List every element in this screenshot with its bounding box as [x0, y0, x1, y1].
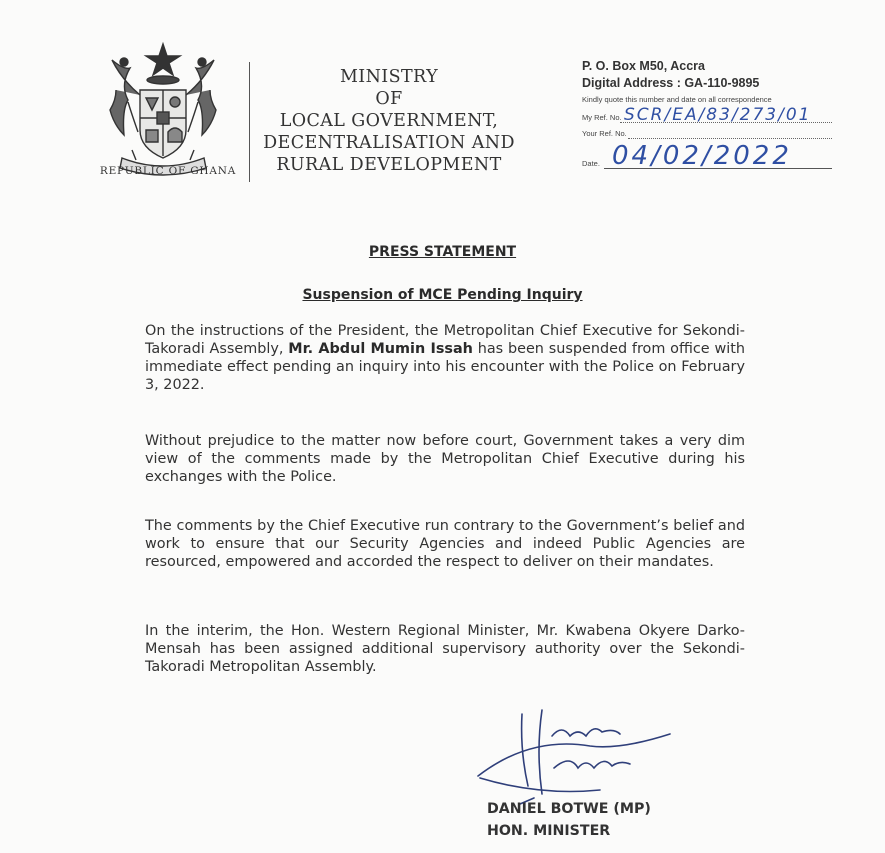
mce-name: Mr. Abdul Mumin Issah — [288, 341, 473, 357]
date-value: 04/02/2022 — [612, 141, 792, 171]
ministry-name — [254, 66, 524, 176]
ministry-line: LOCAL GOVERNMENT, — [279, 111, 499, 131]
press-statement-subtitle: Suspension of MCE Pending Inquiry — [302, 287, 583, 303]
paragraph-1-start: On the instructions of the President, the Metropolitan Chief Executive for Sekondi-Takoradi Assembly, — [145, 323, 745, 357]
your-ref-line — [582, 125, 832, 141]
ghana-coat-of-arms-icon — [102, 40, 224, 180]
signatory-block — [487, 798, 651, 842]
your-ref-label: Your Ref. No. — [582, 129, 627, 138]
ministry-line: RURAL DEVELOPMENT — [276, 155, 502, 175]
my-ref-line — [582, 104, 832, 125]
ministry-line: OF — [375, 89, 403, 109]
press-statement-title: PRESS STATEMENT — [368, 244, 517, 260]
po-box: P. O. Box M50, Accra — [582, 59, 705, 73]
paragraph-2: Without prejudice to the matter now before court, Government takes a very dim view of the comments made by the Metropolitan Chief Executive during his exchanges with the Police. — [145, 433, 745, 485]
my-ref-label: My Ref. No. — [582, 113, 622, 122]
digital-address: Digital Address : GA-110-9895 — [582, 76, 760, 90]
ministry-line: DECENTRALISATION AND — [263, 133, 515, 153]
paragraph-3: The comments by the Chief Executive run contrary to the Government’s belief and work to ensure that our Security Agencies and indeed Public Agencies are resourced, empowered and accorded the respect to deliver on their mandates. — [145, 518, 745, 570]
quote-note: Kindly quote this number and date on all correspondence — [582, 95, 772, 104]
paragraph-4: In the interim, the Hon. Western Regional Minister, Mr. Kwabena Okyere Darko-Mensah has been assigned additional supervisory authority over the Sekondi-Takoradi Metropolitan Assembly. — [145, 623, 745, 675]
paragraph-1-end: has been suspended from office with immediate effect pending an inquiry into his encounter with the Police on February 3, 2022. — [145, 341, 745, 393]
reference-block — [582, 58, 832, 171]
ministry-line: MINISTRY — [339, 67, 439, 87]
paragraph-1 — [145, 322, 745, 394]
your-ref-rule — [628, 138, 832, 139]
signatory-title: HON. MINISTER — [487, 823, 611, 839]
republic-of-ghana-label: REPUBLIC OF GHANA — [99, 165, 237, 177]
date-line — [582, 141, 832, 171]
handwritten-signature — [470, 706, 690, 806]
my-ref-value: SCR/EA/83/273/01 — [624, 105, 812, 125]
header-divider — [249, 62, 250, 182]
signatory-name: DANIEL BOTWE (MP) — [487, 801, 651, 817]
date-label: Date. — [582, 159, 600, 168]
